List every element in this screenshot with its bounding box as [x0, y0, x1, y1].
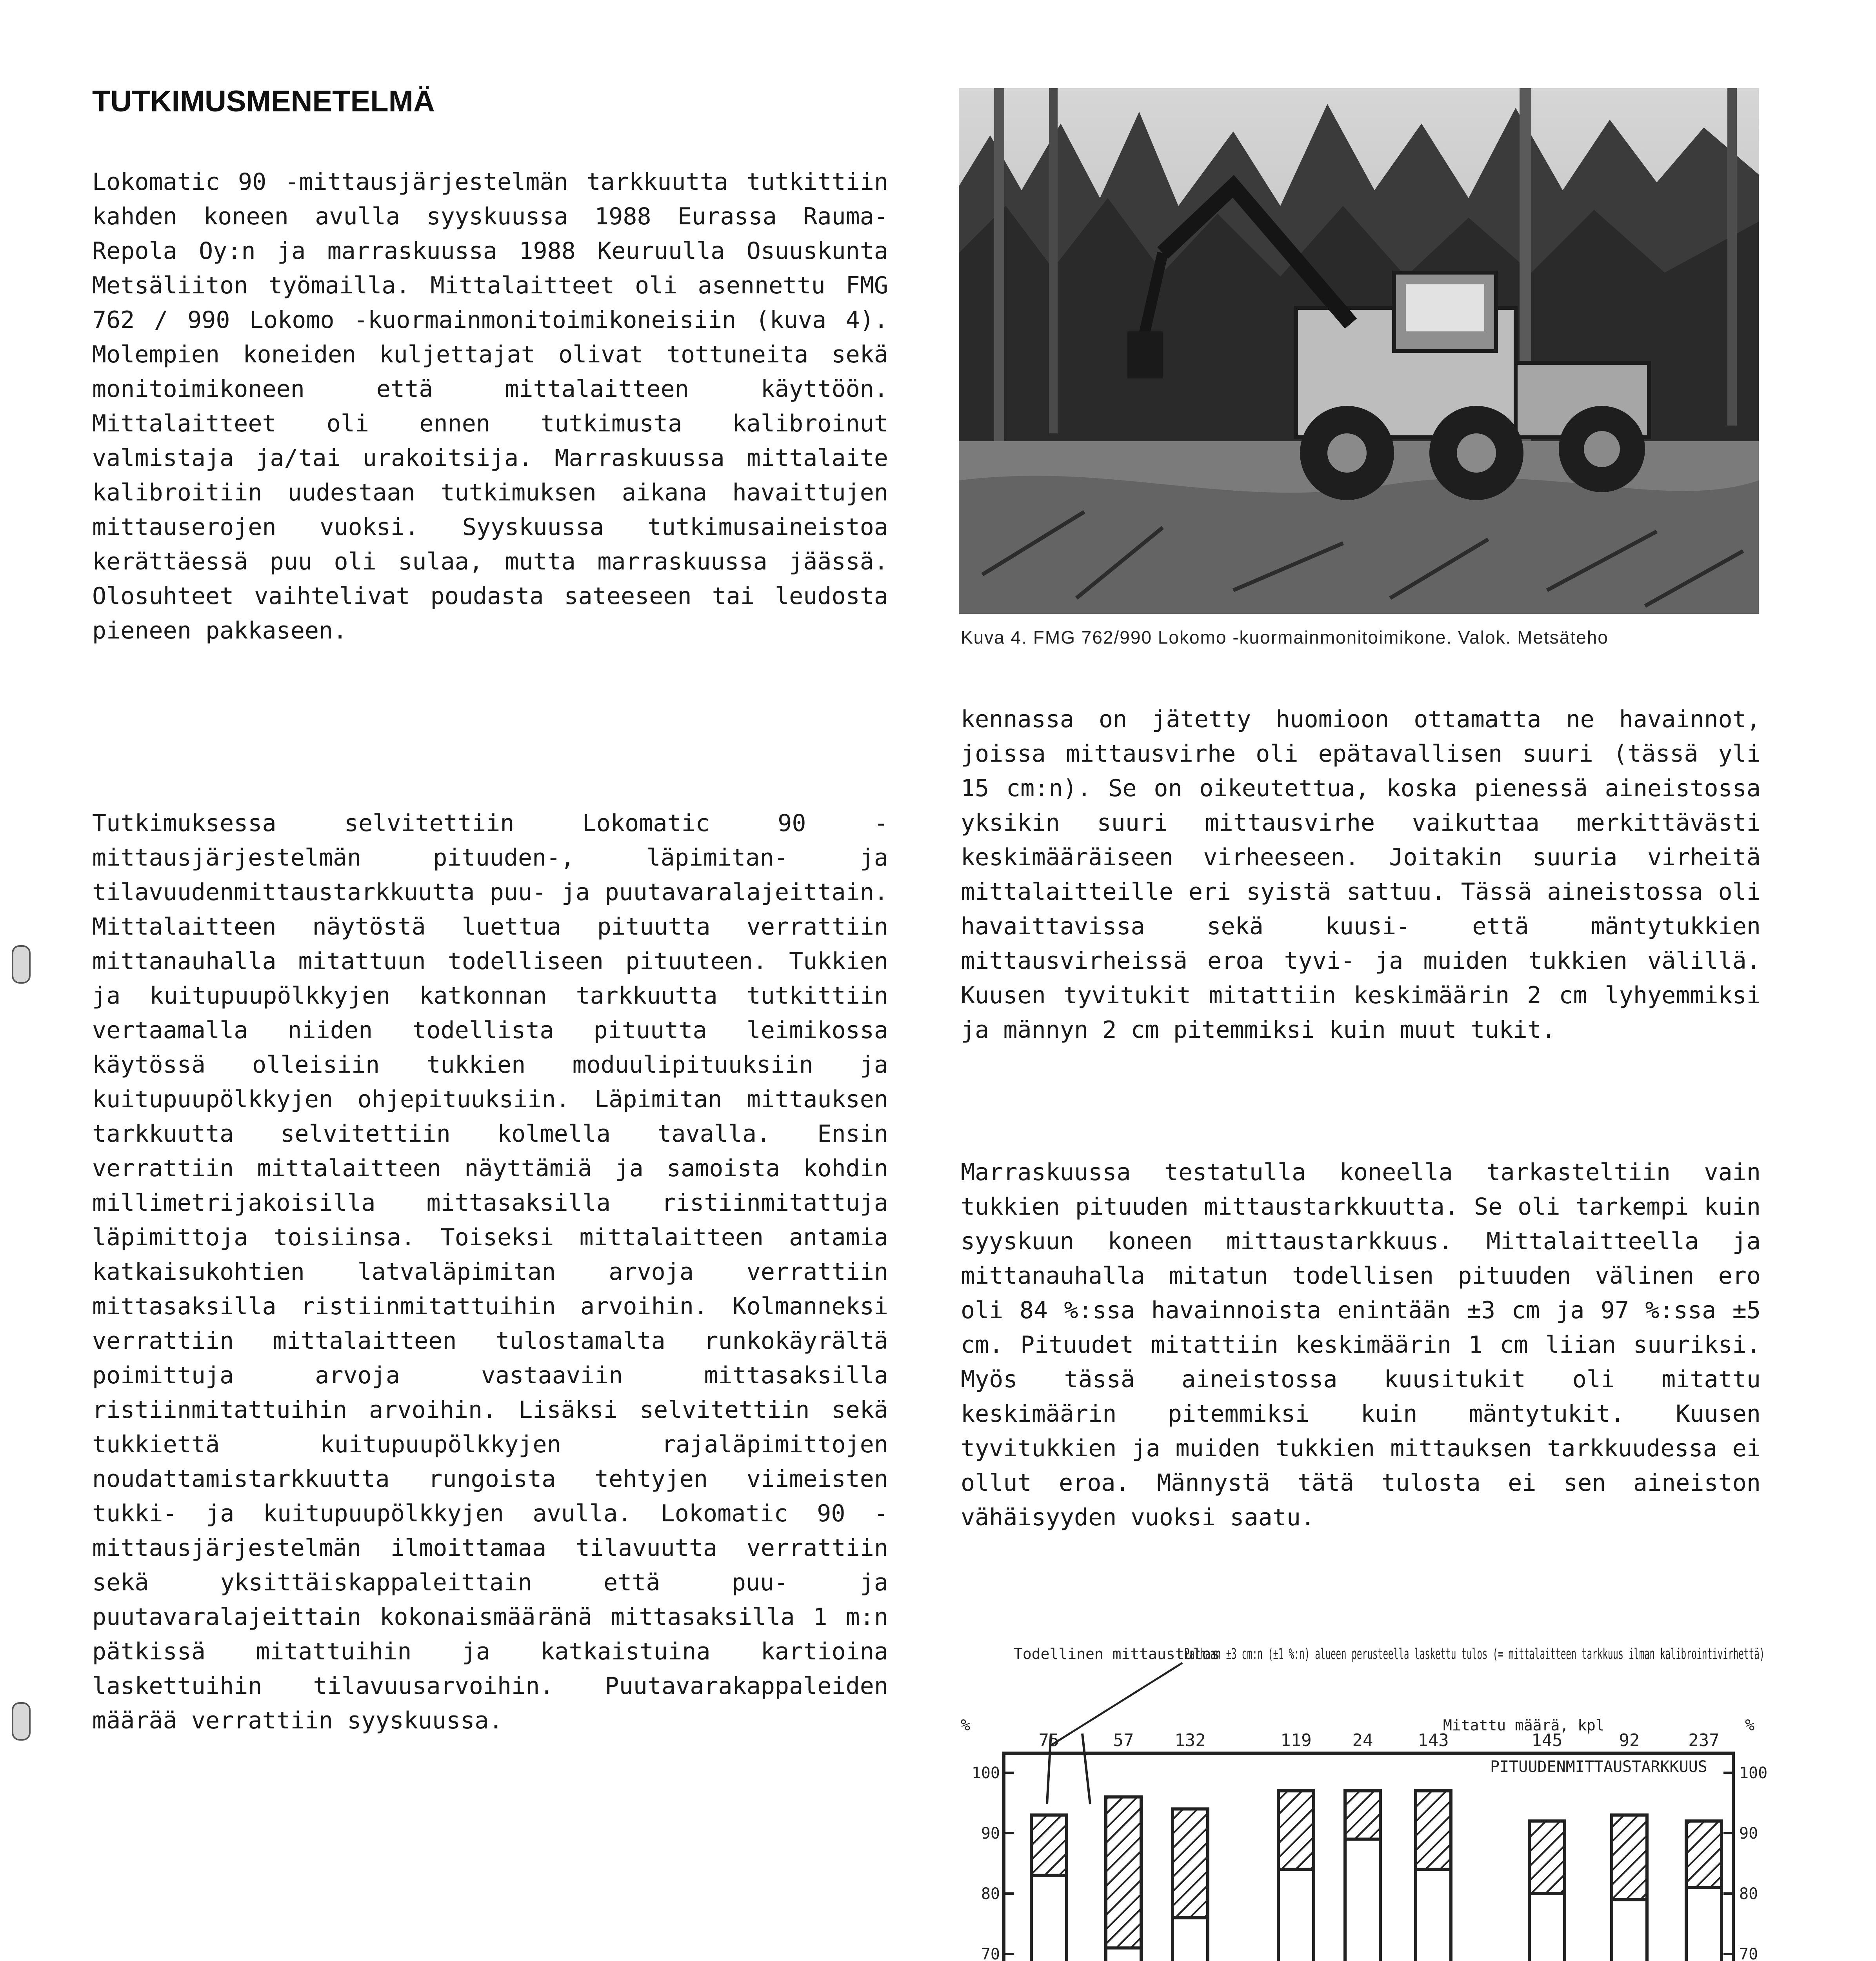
top-axis-tick-label-right: 90	[1739, 1825, 1758, 1843]
bar-count: 75	[1038, 1730, 1060, 1750]
bar-count: 237	[1688, 1730, 1720, 1750]
top-panel-title: PITUUDENMITTAUSTARKKUUS	[1490, 1758, 1707, 1776]
bar-hatched-part	[1278, 1791, 1314, 1869]
bar-count: 119	[1280, 1730, 1312, 1750]
top-axis-tick-label-right: 100	[1739, 1764, 1768, 1782]
bar-count: 92	[1619, 1730, 1640, 1750]
bar-hatched-part	[1345, 1791, 1380, 1839]
bar-count: 57	[1113, 1730, 1134, 1750]
top-axis-tick-label-right: 70	[1739, 1945, 1758, 1961]
top-axis-tick-label-left: 100	[971, 1764, 1000, 1782]
top-axis-tick-label-left: 80	[981, 1885, 1000, 1903]
annotation-measured-result: Todellinen mittaustulos	[1014, 1645, 1220, 1663]
annotation-arrow	[1082, 1734, 1090, 1804]
bar-hatched-part	[1031, 1815, 1067, 1876]
y-unit-left: %	[961, 1716, 971, 1734]
punch-hole-bottom	[12, 1702, 31, 1741]
count-label: Mitattu määrä, kpl	[1443, 1717, 1605, 1734]
heading-methods: TUTKIMUSMENETELMÄ	[92, 85, 435, 118]
top-panel-counts	[1039, 1730, 1720, 1750]
top-axis-tick-label-left: 90	[981, 1825, 1000, 1843]
bar-count: 145	[1531, 1730, 1563, 1750]
bar-hatched-part	[1106, 1797, 1141, 1948]
bar-count: 132	[1174, 1730, 1206, 1750]
bar-count: 24	[1352, 1730, 1373, 1750]
top-y-axis-right	[1723, 1764, 1767, 1961]
paragraph-right-2: Marraskuussa testatulla koneella tarkasteltiin vain tukkien pituuden mittaustarkkuutta. Se oli tarkempi kuin syyskuun koneen mittaustarkkuus. Mittalaitteella ja mittanauhalla mitatun todellisen pituuden välinen ero oli 84 %:ssa havainnoista enintään ±3 cm ja 97 %:ssa ±5 cm. Pituudet mitattiin keskimäärin 1 cm liian suuriksi. Myös tässä aineistossa kuusitukit oli mitattu keskimäärin pitemmiksi kuin mäntytukit. Kuusen tyvitukkien ja muiden tukkien mittauksen tarkkuudessa ei ollut eroa. Männystä tätä tulosta ei sen aineiston vähäisyyden vuoksi saatu.	[961, 1159, 1761, 1531]
length-accuracy-chart	[933, 1639, 1788, 1961]
paragraph-methods-2: Tutkimuksessa selvitettiin Lokomatic 90 -mittausjärjestelmän pituuden-, läpimitan- ja tilavuudenmittaustarkkuutta puu- ja puutavaralajeittain. Mittalaitteen näytöstä luettua pituutta verrattiin mittanauhalla mitattuun todelliseen pituuteen. Tukkien ja kuitupuupölkkyjen katkonnan tarkkuutta tutkittiin vertaamalla niiden todellista pituutta leimikossa käytössä olleisiin tukkien moduulipituuksiin ja kuitupuupölkkyjen ohjepituuksiin. Läpimitan mittauksen tarkkuutta selvitettiin kolmella tavalla. Ensin verrattiin mittalaitteen näyttämiä ja samoista kohdin millimetrijakoisilla mittasaksilla ristiinmitattuja läpimittoja toisiinsa. Toiseksi mittalaitteen antamia katkaisukohtien latvaläpimitan arvoja verrattiin mittasaksilla ristiinmitattuihin arvoihin. Kolmanneksi verrattiin mittalaitteen tulostamalta runkokäyrältä poimittuja arvoja vastaaviin mittasaksilla ristiinmitattuihin arvoihin. Lisäksi selvitettiin sekä tukkiettä kuitupuupölkkyjen rajaläpimittojen noudattamistarkkuutta rungoista tehtyjen viimeisten tukki- ja kuitupuupölkkyjen avulla. Lokomatic 90 -mittausjärjestelmän ilmoittamaa tilavuutta verrattiin sekä yksittäiskappaleittain että puu- ja puutavaralajeittain kokonaismääränä mittasaksilla 1 m:n pätkissä mitattuihin ja katkaistuina kartioina laskettuihin tilavuusarvoihin. Puutavarakappaleiden määrää verrattiin syyskuussa.	[92, 810, 888, 1734]
top-axis-tick-label-right: 80	[1739, 1885, 1758, 1903]
punch-hole-top	[12, 945, 31, 984]
paragraph-right-1: kennassa on jätetty huomioon ottamatta ne havainnot, joissa mittausvirhe oli epätavallisen suuri (tässä yli 15 cm:n). Se on oikeutettua, koska pienessä aineistossa yksikin suuri mittausvirhe vaikuttaa merkittävästi keskimääräiseen virheeseen. Joitakin suuria virheitä mittalaitteille eri syistä sattuu. Tässä aineistossa oli havaittavissa sekä kuusi- että mäntytukkien mittausvirheissä eroa tyvi- ja muiden tukkien välillä. Kuusen tyvitukit mitattiin keskimäärin 2 cm lyhyemmiksi ja männyn 2 cm pitemmiksi kuin muut tukit.	[961, 706, 1761, 1044]
bar-hatched-part	[1172, 1809, 1208, 1917]
paragraph-methods-1: Lokomatic 90 -mittausjärjestelmän tarkkuutta tutkittiin kahden koneen avulla syyskuussa 1988 Eurassa Rauma-Repola Oy:n ja marraskuussa 1988 Keuruulla Osuuskunta Metsäliiton työmailla. Mittalaitteet oli asennettu FMG 762 / 990 Lokomo -kuormainmonitoimikoneisiin (kuva 4). Molempien koneiden kuljettajat olivat tottuneita sekä monitoimikoneen että mittalaitteen käyttöön. Mittalaitteet oli ennen tutkimusta kalibroinut valmistaja ja/tai urakoitsija. Marraskuussa mittalaite kalibroitiin uudestaan tutkimuksen aikana havaittujen mittauserojen vuoksi. Syyskuussa tutkimusaineistoa kerättäessä puu oli sulaa, mutta marraskuussa jäässä. Olosuhteet vaihtelivat poudasta sateeseen tai leudosta pieneen pakkaseen.	[92, 168, 888, 644]
bar-hatched-part	[1529, 1821, 1565, 1894]
top-axis-tick-label-left: 70	[981, 1945, 1000, 1961]
bar-count: 143	[1418, 1730, 1449, 1750]
bar-hatched-part	[1686, 1821, 1721, 1887]
bar-hatched-part	[1416, 1791, 1451, 1869]
bar-hatched-part	[1612, 1815, 1647, 1900]
annotation-best-range: Parhaan ±3 cm:n (±1 %:n) alueen perusteella laskettu tulos (= mittalaitteen tarkkuus ilman kalibrointivirhettä)	[1184, 1645, 1765, 1663]
top-y-axis-left	[972, 1764, 1014, 1961]
y-unit-right: %	[1745, 1716, 1755, 1734]
forest-machine-photo	[959, 88, 1759, 614]
photo-caption: Kuva 4. FMG 762/990 Lokomo -kuormainmonitoimikone. Valok. Metsäteho	[961, 627, 1609, 648]
